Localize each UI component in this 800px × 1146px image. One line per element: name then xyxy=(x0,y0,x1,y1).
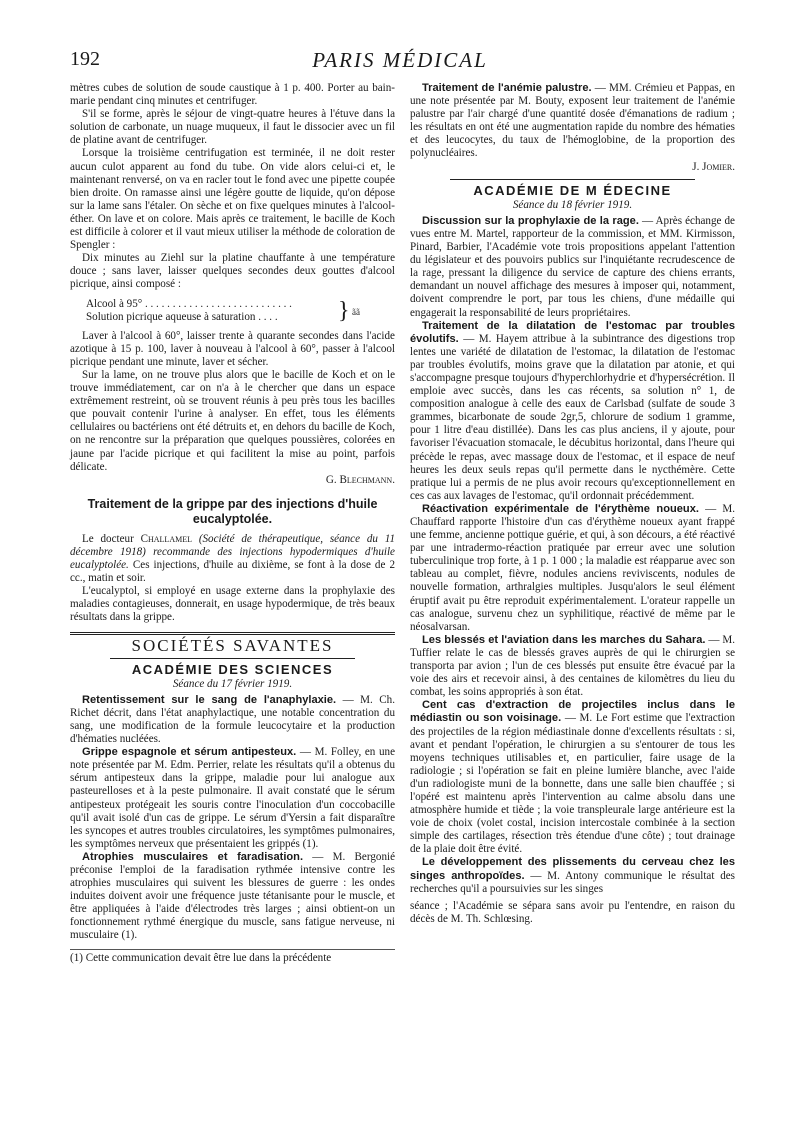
report-item xyxy=(70,851,395,943)
report-item xyxy=(70,694,395,746)
report-title: Cent cas d'extraction de projectiles inclus dans le médiastin ou son voisinage. xyxy=(410,699,735,725)
report-body: — M. Hayem attribue à la subintrance des digestions trop lentes une variété de dilatation de l'estomac, la dilatation de l'estomac par troubles évolutifs, moins grave que la dilatation par atonie, et qui s'accompagne presque toujours d'hyperchlorhydrie et d'hypersécrétion. Il emploie avec succès, dans les cas récents, sa solution n° 1, de composition analogue à celle des eaux de Carlsbad (sulfate de soude 3 grammes, bicarbonate de soude 2gr,5, chlorure de sodium 1 gramme, pour 1 litre d'eau distillée). Dans les cas plus anciens, il y ajoute, pour favoriser l'évacuation stomacale, le décubitus horizontal, dans l'heure qui précède le repas, avec massage doux de l'estomac, et il espace de neuf heures les deux seuls repas qu'il permette dans le nycthémère. Cette pratique lui a permis de ne plus avoir recours qu'exceptionnellement en ces cas aux lavages de l'estomac, qu'il ordonnait précédemment. xyxy=(410,332,735,502)
paragraph: Laver à l'alcool à 60°, laisser trente à quarante secondes dans l'acide azotique à 15 p. 100, laver à nouveau à l'alcool à 60°, passer à l'alcool picrique pendant une minute, laver et sécher. xyxy=(70,329,395,368)
text-run: Ces injections, d'huile au dixième, se font à la dose de 2 cc., matin et soir. xyxy=(70,559,395,585)
paragraph: Dix minutes au Ziehl sur la platine chauffante à une température douce ; sans laver, laisser quelques secondes deux gouttes d'alcool picrique, ainsi composé : xyxy=(70,252,395,291)
report-body: — M. Bergonié préconise l'emploi de la faradisation rythmée intensive contre les atrophies musculaires qui suivent les blessures de guerre : les ondes induites doivent avoir une fréquence juste tétanisante pour le muscle, et être appliquées à l'aide d'électrodes très larges ; ainsi obtient-on un fonctionnement rythmé énergique du muscle, sans fatigue nerveuse, ni musculaire (1). xyxy=(70,850,395,942)
formula-line: Solution picrique aqueuse à saturation . . . . xyxy=(86,310,278,323)
report-title: Réactivation expérimentale de l'érythème noueux. xyxy=(422,502,699,515)
academy-heading: ACADÉMIE DE M ÉDECINE xyxy=(473,182,672,198)
session-date: Séance du 18 février 1919. xyxy=(512,198,633,211)
section-banner: SOCIÉTÉS SAVANTES xyxy=(131,636,334,656)
paragraph xyxy=(70,533,395,585)
report-body: — M. Folley, en une note présentée par M. Edm. Perrier, relate les résultats qu'il a obtenus du sérum antipesteux dans la grippe, maladie pour lui analogue aux pasteurelloses et à la peste pulmonaire. Il avait constaté que le sérum antipesteux protégeait les souris contre l'inoculation d'un coccobacille qu'il avait isolé d'un cas de grippe. Le sérum d'Yersin a fait disparaître les syncopes et autres troubles circulatoires, les symptômes pulmonaires, les symptômes nerveux que présentaient les grippés (1). xyxy=(70,746,395,850)
right-column xyxy=(410,82,735,926)
page-header xyxy=(70,48,730,76)
divider xyxy=(450,179,695,180)
report-title: Traitement de l'anémie palustre. xyxy=(422,82,592,94)
report-title: Grippe espagnole et sérum antipesteux. xyxy=(82,746,297,759)
report-item xyxy=(410,320,735,503)
report-body: — M. Chauffard rapporte l'histoire d'un cas d'érythème noueux ayant frappé une femme, ancienne pottique guérie, et qui, à son décours, a été réactivé par une intradermo-réaction pratiquée par erreur avec une solution tuberculinique trop forte, à 1 p. 1 000 ; la maladie est réapparue avec son tableau au complet, fièvre, nodules anciens reviviscents, nodules de nouvelle formation, arthralgies multiples. Jusqu'alors le seul élément éruptif avait pu être reproduit expérimentalement. L'orateur rappelle un cas analogue, survenu chez un syphilitique, réactivé de même par le néosalvarsan. xyxy=(410,502,736,633)
brace-symbol: } xyxy=(338,297,350,324)
report-title: Retentissement sur le sang de l'anaphylaxie. xyxy=(82,693,337,706)
section-heading: Traitement de la grippe par des injections d'huile eucalyptolée. xyxy=(87,496,378,526)
report-item xyxy=(410,634,735,699)
left-column xyxy=(70,82,395,965)
paragraph: mètres cubes de solution de soude caustique à 1 p. 400. Porter au bain-marie pendant cinq minutes et centrifuger. xyxy=(70,82,395,108)
report-title: Atrophies musculaires et faradisation. xyxy=(82,850,304,863)
paragraph: L'eucalyptol, si employé en usage externe dans la prophylaxie des maladies contagieuses, donnerait, en usage hypodermique, de très beaux résultats dans la grippe. xyxy=(70,585,395,624)
report-body: — M. Ch. Richet décrit, dans l'état anaphylactique, une notable concentration du sang, une modification de la formule leucocytaire et la production d'hématies nucléées. xyxy=(70,693,395,746)
report-body: — MM. Crémieu et Pappas, en une note présentée par M. Bouty, exposent leur traitement de l'anémie palustre par l'air chargé d'une quantité dosée d'émanations de radium ; les résultats en ont été une augmentation rapide du nombre des hématies et des leucocytes, du taux de l'hémoglobine, de la proportion des polynucléaires. xyxy=(410,82,735,160)
report-item xyxy=(410,215,735,320)
report-title: Le développement des plissements du cerveau chez les singes anthropoïdes. xyxy=(410,856,735,882)
formula-quantity: ãã xyxy=(352,306,360,317)
report-item xyxy=(70,746,395,851)
report-title: Discussion sur la prophylaxie de la rage. xyxy=(422,214,639,227)
formula-line: Alcool à 95° . . . . . . . . . . . . . . . . . . . . . . . . . . . xyxy=(86,297,292,310)
report-item xyxy=(410,503,735,634)
report-title: Les blessés et l'aviation dans les marches du Sahara. xyxy=(422,633,706,646)
report-body: — Après échange de vues entre M. Martel, rapporteur de la commission, et MM. Kirmisson, Pinard, Barbier, l'Académie vote trois propositions appelant l'attention du législateur et des pouvoirs publics sur l'inquiétante recrudescence de la rage, pressant la diligence du service de capture des chiens errants, demandant un nouvel affichage des mesures à imposer qui, notamment, doivent comprendre le port, par tous les chiens, d'une médaille qui engagerait la responsabilité de leurs propriétaires. xyxy=(410,214,735,319)
footnote-continuation: séance ; l'Académie se sépara sans avoir pu l'entendre, en raison du décès de M. Th. Schlœsing. xyxy=(410,899,735,925)
author-signature: J. Jomier. xyxy=(692,160,735,173)
divider xyxy=(110,658,355,659)
divider xyxy=(70,632,395,635)
report-body: — M. Antony communique le résultat des recherches qu'il a poursuivies sur les singes xyxy=(410,869,735,895)
report-item xyxy=(410,699,735,856)
text-run: Le docteur xyxy=(82,532,141,545)
citation: (Société de thérapeutique, séance du 11 décembre 1918) recommande des injections hypodermiques d'huile eucalyptolée. xyxy=(70,532,395,571)
report-body: — M. Tuffier relate le cas de blessés graves auprès de qui le chirurgien se transporta par avion ; l'un de ces blessés put ensuite être évacué par la voie des airs et recevoir ainsi, à des centaines de kilomètres du lieu du combat, les soins appropriés à son état. xyxy=(410,633,736,699)
paragraph: Lorsque la troisième centrifugation est terminée, il ne doit rester aucun culot apparent au fond du tube. On vide alors celui-ci et, le maintenant renversé, on va en racler tout le fond avec une pipette coupée bien droite. On ramasse ainsi une légère goutte de liquide, qu'on dépose sur la lame sans l'étaler. On sèche et on fixe quelques minutes à l'alcool-éther. On lave et on colore. Mais après ce traitement, le bacille de Koch est difficile à colorer et il vaut mieux utiliser la méthode de coloration de Spengler : xyxy=(70,147,395,252)
author-name: Challamel xyxy=(140,532,192,545)
report-title: Traitement de la dilatation de l'estomac par troubles évolutifs. xyxy=(410,319,735,345)
report-item xyxy=(410,856,735,895)
author-signature: G. Blechmann. xyxy=(325,473,395,486)
paragraph: Sur la lame, on ne trouve plus alors que le bacille de Koch et on le trouve immédiatement, car on n'a à le chercher que dans un espace extrêmement restreint, où se trouvent réunis à peu près tous les bacilles que pouvait contenir l'urine à analyser. En effet, tous les éléments cellulaires ou bactériens ont été détruits et, en dehors du bacille de Koch, on ne rencontre sur la préparation que quelques poussières, colorées en jaune par l'acide picrique et qui facilitent la mise au point, parfois délicate. xyxy=(70,368,395,473)
footnote: (1) Cette communication devait être lue dans la précédente xyxy=(70,949,395,965)
report-item xyxy=(410,82,735,161)
report-body: — M. Le Fort estime que l'extraction des projectiles de la région médiastinale donne d'excellents résultats : si, avant et pendant l'opération, le chirurgien a su s'entourer de tous les moyens techniques utilisables et, en particulier, faire usage de la radiologie ; si l'opération se fait en pleine lumière blanche, avec l'aide d'un radiologiste muni de la bonnette, dans une salle bien chauffée ; si l'opéré est maintenu après l'intervention au calme absolu dans une atmosphère humide et tiède ; la voie transpleurale large antérieure est la voie de choix (volet costal, incision intercostale combinée à la section simple des cartilages, résection très étendue d'une côte) ; tout drainage de la plaie doit être évité. xyxy=(410,712,735,856)
academy-heading: ACADÉMIE DES SCIENCES xyxy=(131,661,334,677)
staining-formula xyxy=(86,298,395,324)
paragraph: S'il se forme, après le séjour de vingt-quatre heures à l'étuve dans la solution de carbonate, un nuage muqueux, il faut le dissocier avec un fil de platine avant de centrifuger. xyxy=(70,108,395,147)
page-number: 192 xyxy=(70,48,100,70)
running-title: PARIS MÉDICAL xyxy=(312,48,488,72)
session-date: Séance du 17 février 1919. xyxy=(172,677,293,690)
